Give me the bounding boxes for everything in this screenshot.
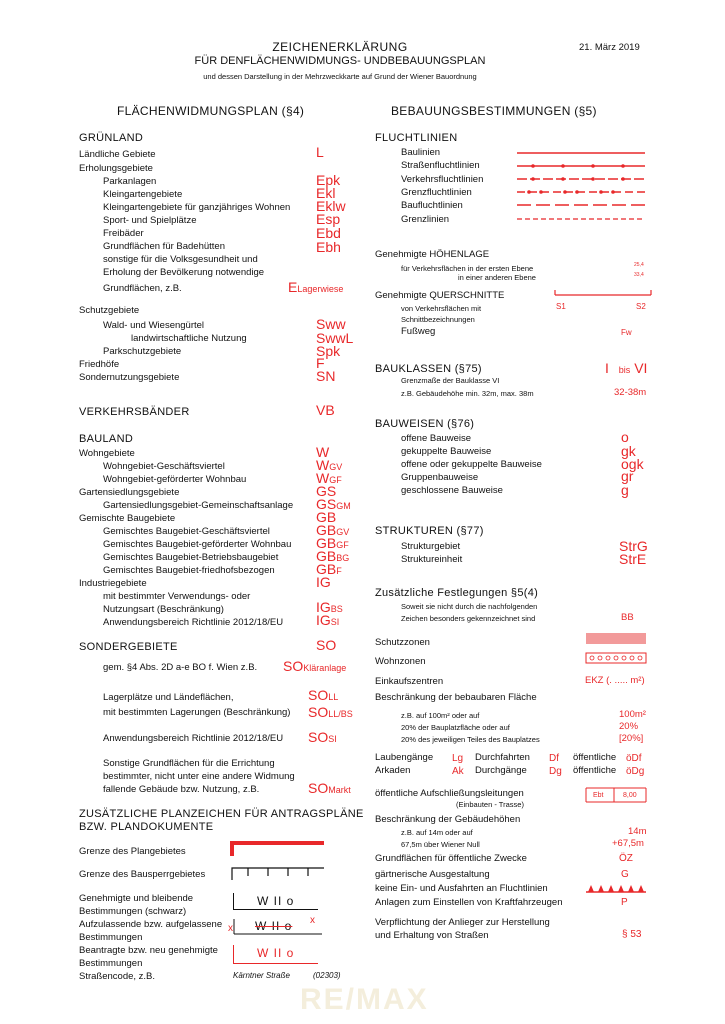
- zone-code-suffix: GM: [336, 501, 351, 511]
- list-item: Bestimmungen: [79, 958, 143, 969]
- zone-code-suffix: GF: [336, 540, 349, 550]
- bauweise-code: gk: [621, 443, 636, 459]
- watermark-logo: RE/MAX: [300, 983, 429, 1016]
- list-item: geschlossene Bauweise: [401, 485, 503, 496]
- zone-code: [308, 730, 337, 746]
- zone-code: Ebd: [316, 225, 341, 241]
- zone-code: Eklw: [316, 198, 346, 214]
- verpflichtung-line-2: und Erhaltung von Straßen: [375, 930, 489, 941]
- zone-code-suffix: Kläranlage: [303, 663, 347, 673]
- street-code: (02303): [313, 971, 341, 980]
- zone-code: [308, 688, 338, 704]
- right-section-title: BEBAUUNGSBESTIMMUNGEN (§5): [391, 104, 597, 118]
- bausperre-boundary-symbol: [228, 862, 328, 882]
- zone-code: [316, 613, 339, 629]
- gruenland-heading: GRÜNLAND: [79, 132, 144, 144]
- bauweise-code: gr: [621, 468, 634, 484]
- zone-code: Ebh: [316, 239, 341, 255]
- bauklassen-code: [605, 360, 647, 376]
- bauklassen-heading: BAUKLASSEN (§75): [375, 363, 482, 375]
- quer-line-1: von Verkehrsflächen mit: [401, 304, 482, 313]
- quer-line-2: Schnittbezeichnungen: [401, 315, 475, 324]
- ebt-value: 8,00: [623, 792, 637, 799]
- list-item: Parkschutzgebiete: [103, 346, 182, 357]
- zone-code: SO: [316, 637, 337, 653]
- plan-heading-2: BZW. PLANDOKUMENTE: [79, 821, 214, 833]
- zone-code: Epk: [316, 172, 341, 188]
- zone-code-suffix: LL: [328, 692, 339, 702]
- fluchtlinien-symbols: [515, 146, 647, 226]
- list-item: sonstige für die Volksgesundheit und: [103, 254, 258, 265]
- list-item: Kleingartengebiete: [103, 189, 183, 200]
- struktur-code: StrE: [619, 551, 647, 567]
- zone-code-main: GS: [316, 496, 337, 512]
- list-item: Struktureinheit: [401, 554, 463, 565]
- hoehe-line-1: für Verkehrsflächen in der ersten Ebene: [401, 264, 534, 273]
- zone-code: Esp: [316, 211, 341, 227]
- zone-code: SN: [316, 368, 336, 384]
- beschr-code: 100m²: [619, 709, 646, 720]
- zone-code-suffix: LL/BS: [328, 709, 353, 719]
- list-item: Parkanlagen: [103, 176, 157, 187]
- list-item: Baufluchtlinien: [401, 200, 463, 211]
- bauweise-code: ogk: [621, 456, 644, 472]
- zone-code-main: GS: [316, 483, 337, 499]
- bauklassen-line-1: Grenzmaße der Bauklasse VI: [401, 376, 500, 385]
- zone-code: Spk: [316, 343, 341, 359]
- aufschliessung-sub: (Einbauten - Trasse): [456, 800, 524, 809]
- schutzzonen-label: Schutzzonen: [375, 637, 430, 648]
- list-item: Sonstige Grundflächen für die Errichtung: [103, 758, 275, 769]
- gebhoehe-line-1: z.B. auf 14m oder auf: [401, 828, 473, 837]
- list-item: Baulinien: [401, 147, 441, 158]
- list-item: Lagerplätze und Ländeflächen,: [103, 692, 234, 703]
- bauklassen-code-bis: bis: [618, 365, 631, 375]
- zone-code-main: SO: [308, 704, 329, 720]
- list-item: Anwendungsbereich Richtlinie 2012/18/EU: [103, 733, 284, 744]
- gebhoehe-heading: Beschränkung der Gebäudehöhen: [375, 814, 521, 825]
- ekz-code: EKZ (. ..... m²): [585, 675, 645, 686]
- list-item: Grundflächen für öffentliche Zwecke: [375, 853, 527, 864]
- list-item: Straßencode, z.B.: [79, 971, 156, 982]
- laubengaenge-label: Laubengänge: [375, 752, 434, 763]
- page-title: ZEICHENERKLÄRUNG: [272, 40, 408, 54]
- plan-boundary-symbol: [228, 838, 328, 858]
- ak-code: Ak: [452, 766, 464, 777]
- list-item: Anwendungsbereich Richtlinie 2012/18/EU: [103, 617, 284, 628]
- hoehe-heading: Genehmigte HÖHENLAGE: [375, 249, 490, 260]
- misc-code: P: [621, 897, 628, 908]
- misc-code: ÖZ: [619, 853, 633, 864]
- list-item: Industriegebiete: [79, 578, 147, 589]
- svg-text:x: x: [228, 923, 233, 934]
- list-item: Friedhöfe: [79, 359, 120, 370]
- list-item: Wohngebiet-Geschäftsviertel: [103, 461, 225, 472]
- zone-code: [288, 280, 343, 296]
- list-item: bestimmter, nicht unter eine andere Widmung: [103, 771, 295, 782]
- arkaden-label: Arkaden: [375, 765, 411, 776]
- zone-code: [308, 705, 353, 721]
- list-item: Grenze des Bausperrgebietes: [79, 869, 206, 880]
- zone-code-main: W: [316, 470, 330, 486]
- page-date: 21. März 2019: [579, 42, 640, 53]
- wohnzonen-swatch: [585, 652, 647, 664]
- zone-code-main: IG: [316, 574, 331, 590]
- flucht-heading: FLUCHTLINIEN: [375, 132, 458, 144]
- list-item: Schutzgebiete: [79, 305, 140, 316]
- bestimmung-label-struck: W II o: [255, 919, 293, 933]
- zone-code-suffix: SI: [328, 734, 337, 744]
- hoehe-line-2: in einer anderen Ebene: [458, 273, 536, 282]
- list-item: Gemischtes Baugebiet-Geschäftsviertel: [103, 526, 270, 537]
- bauklassen-code-i: I: [605, 360, 609, 376]
- list-item: keine Ein- und Ausfahrten an Fluchtlinien: [375, 883, 548, 894]
- list-item: fallende Gebäude bzw. Nutzung, z.B.: [103, 784, 260, 795]
- zone-code-main: SO: [308, 729, 329, 745]
- list-item: Gartensiedlungsgebiet-Gemeinschaftsanlage: [103, 500, 294, 511]
- zone-code: [283, 659, 346, 675]
- list-item: Beantragte bzw. neu genehmigte: [79, 945, 218, 956]
- schutzzonen-swatch: [586, 633, 646, 644]
- bauweise-code: o: [621, 429, 629, 445]
- zone-code-main: SO: [308, 687, 329, 703]
- list-item: Bestimmungen: [79, 932, 143, 943]
- wohnzonen-label: Wohnzonen: [375, 656, 426, 667]
- beschr-heading: Beschränkung der bebaubaren Fläche: [375, 692, 537, 703]
- list-item: Anlagen zum Einstellen von Kraftfahrzeugen: [375, 897, 563, 908]
- zone-code-main: W: [316, 457, 330, 473]
- gebhoehe-value-1: 14m: [628, 826, 647, 837]
- bauklassen-code-vi: VI: [634, 360, 648, 376]
- quer-heading: Genehmigte QUERSCHNITTE: [375, 290, 505, 301]
- durchfahrten-label: Durchfahrten: [475, 752, 530, 763]
- zusatz-line-2: Zeichen besonders gekennzeichnet sind: [401, 614, 536, 623]
- aufschliessung-label: öffentliche Aufschließungsleitungen: [375, 788, 524, 799]
- bestimmung-label-red: W II o: [257, 946, 295, 960]
- list-item: offene oder gekuppelte Bauweise: [401, 459, 542, 470]
- page-subline: und dessen Darstellung in der Mehrzweckkarte auf Grund der Wiener Bauordnung: [203, 72, 477, 81]
- zone-code-main: IG: [316, 599, 331, 615]
- zone-code: [316, 575, 331, 589]
- list-item: Ländliche Gebiete: [79, 149, 156, 160]
- dg-code: Dg: [549, 766, 562, 777]
- zone-code-main: GB: [316, 561, 337, 577]
- zone-code-main: SO: [283, 658, 304, 674]
- zone-code-suffix: BG: [336, 553, 350, 563]
- page-subtitle: FÜR DENFLÄCHENWIDMUNGS- UNDBEBAUUNGSPLAN: [194, 55, 486, 67]
- plan-heading: ZUSÄTZLICHE PLANZEICHEN FÜR ANTRAGSPLÄNE: [79, 808, 364, 820]
- list-item: 20% des jeweiligen Teiles des Bauplatzes: [401, 735, 540, 744]
- oeffentliche-label-1: öffentliche: [573, 752, 617, 763]
- zusatz-line-1: Soweit sie nicht durch die nachfolgenden: [401, 602, 538, 611]
- list-item: Gemischte Baugebiete: [79, 513, 176, 524]
- gebhoehe-line-2: 67,5m über Wiener Null: [401, 840, 480, 849]
- zone-code-suffix: Lagerwiese: [297, 284, 344, 294]
- list-item: Grenzlinien: [401, 214, 450, 225]
- lg-code: Lg: [452, 753, 464, 764]
- list-item: Wohngebiet-geförderter Wohnbau: [103, 474, 247, 485]
- list-item: Erholungsgebiete: [79, 163, 153, 174]
- bauklassen-range: 32-38m: [614, 387, 647, 398]
- list-item: gem. §4 Abs. 2D a-e BO f. Wien z.B.: [103, 662, 258, 673]
- gebhoehe-value-2: +67,5m: [612, 838, 644, 849]
- list-item: Gemischtes Baugebiet-friedhofsbezogen: [103, 565, 275, 576]
- svg-text:x: x: [310, 915, 315, 926]
- zone-code-suffix: Markt: [328, 785, 351, 795]
- zone-code-main: GB: [316, 522, 337, 538]
- list-item: Bestimmungen (schwarz): [79, 906, 187, 917]
- hoehe-value-1: 25,4: [634, 262, 644, 268]
- list-item: Gemischtes Baugebiet-geförderter Wohnbau: [103, 539, 292, 550]
- struktur-code: StrG: [619, 538, 648, 554]
- zone-code: L: [316, 144, 324, 160]
- list-item: Grenze des Plangebietes: [79, 846, 186, 857]
- verpflichtung-code: § 53: [622, 929, 642, 940]
- list-item: 20% der Bauplatzfläche oder auf: [401, 723, 510, 732]
- list-item: Aufzulassende bzw. aufgelassene: [79, 919, 223, 930]
- list-item: Sondernutzungsgebiete: [79, 372, 180, 383]
- list-item: Nutzungsart (Beschränkung): [103, 604, 224, 615]
- bestimmung-label-black: W II o: [257, 894, 295, 908]
- ebt-code: Ebt: [593, 792, 604, 799]
- zusatz-heading: Zusätzliche Festlegungen §5(4): [375, 587, 539, 599]
- zone-code: Ekl: [316, 185, 336, 201]
- list-item: Gartensiedlungsgebiete: [79, 487, 180, 498]
- list-item: landwirtschaftliche Nutzung: [131, 333, 247, 344]
- list-item: Freibäder: [103, 228, 144, 239]
- sonder-heading: SONDERGEBIETE: [79, 641, 178, 653]
- zone-code: SwwL: [316, 330, 354, 346]
- zone-code-main: GB: [316, 548, 337, 564]
- zone-code-main: SO: [308, 780, 329, 796]
- verkehr-heading: VERKEHRSBÄNDER: [79, 406, 190, 418]
- strukturen-heading: STRUKTUREN (§77): [375, 525, 484, 537]
- list-item: Wohngebiete: [79, 448, 135, 459]
- zone-code-suffix: BS: [330, 604, 343, 614]
- list-item: offene Bauweise: [401, 433, 472, 444]
- zone-code-suffix: GV: [329, 462, 343, 472]
- zone-code-suffix: SI: [330, 617, 340, 627]
- list-item: mit bestimmter Verwendungs- oder: [103, 591, 251, 602]
- zone-code-suffix: GV: [336, 527, 350, 537]
- list-item: Strukturgebiet: [401, 541, 461, 552]
- zone-code: Sww: [316, 316, 346, 332]
- bauweise-code: g: [621, 482, 629, 498]
- list-item: Grundflächen, z.B.: [103, 283, 182, 294]
- zone-code: VB: [316, 402, 335, 418]
- zone-code: F: [316, 355, 325, 371]
- fussweg-code: Fw: [621, 328, 632, 337]
- zone-code-main: GB: [316, 509, 337, 525]
- list-item: Sport- und Spielplätze: [103, 215, 197, 226]
- list-item: z.B. auf 100m² oder auf: [401, 711, 480, 720]
- list-item: Gruppenbauweise: [401, 472, 479, 483]
- list-item: mit bestimmten Lagerungen (Beschränkung): [103, 707, 291, 718]
- list-item: gekuppelte Bauweise: [401, 446, 492, 457]
- oeffentliche-label-2: öffentliche: [573, 765, 617, 776]
- fussweg-label: Fußweg: [401, 326, 436, 337]
- bauweisen-heading: BAUWEISEN (§76): [375, 418, 475, 430]
- keine-ausfahrt-symbol: [584, 882, 648, 894]
- verpflichtung-line-1: Verpflichtung der Anlieger zur Herstellung: [375, 917, 550, 928]
- list-item: Straßenfluchtlinien: [401, 160, 480, 171]
- quer-s1: S1: [556, 302, 566, 311]
- zone-code-main: IG: [316, 612, 331, 628]
- list-item: Genehmigte und bleibende: [79, 893, 194, 904]
- left-section-title: FLÄCHENWIDMUNGSPLAN (§4): [117, 104, 305, 118]
- einkaufszentren-label: Einkaufszentren: [375, 676, 444, 687]
- zone-code: [308, 781, 351, 797]
- list-item: Kleingartengebiete für ganzjähriges Wohnen: [103, 202, 291, 213]
- beschr-code: [20%]: [619, 733, 644, 744]
- bauklassen-line-2: z.B. Gebäudehöhe min. 32m, max. 38m: [401, 389, 534, 398]
- list-item: Erholung der Bevölkerung notwendige: [103, 267, 265, 278]
- list-item: Wald- und Wiesengürtel: [103, 320, 205, 331]
- misc-code: G: [621, 869, 629, 880]
- df-code: Df: [549, 753, 559, 764]
- beschr-code: 20%: [619, 721, 639, 732]
- bauland-heading: BAULAND: [79, 433, 134, 445]
- list-item: gärtnerische Ausgestaltung: [375, 869, 490, 880]
- durchgaenge-label: Durchgänge: [475, 765, 527, 776]
- list-item: Verkehrsfluchtlinien: [401, 174, 484, 185]
- zone-code-suffix: F: [336, 566, 342, 576]
- list-item: Grenzfluchtlinien: [401, 187, 472, 198]
- zone-code-suffix: GF: [329, 475, 342, 485]
- odf-code: öDf: [626, 753, 642, 764]
- hoehe-value-2: 33,4: [634, 272, 644, 278]
- zusatz-code: BB: [621, 612, 634, 623]
- zone-code-main: E: [288, 279, 298, 295]
- odg-code: öDg: [626, 766, 645, 777]
- street-name: Kärntner Straße: [233, 971, 290, 980]
- zone-code-main: GB: [316, 535, 337, 551]
- list-item: Gemischtes Baugebiet-Betriebsbaugebiet: [103, 552, 279, 563]
- list-item: Grundflächen für Badehütten: [103, 241, 226, 252]
- zone-code-main: W: [316, 444, 330, 460]
- quer-s2: S2: [636, 302, 646, 311]
- querschnitt-symbol: [553, 289, 653, 303]
